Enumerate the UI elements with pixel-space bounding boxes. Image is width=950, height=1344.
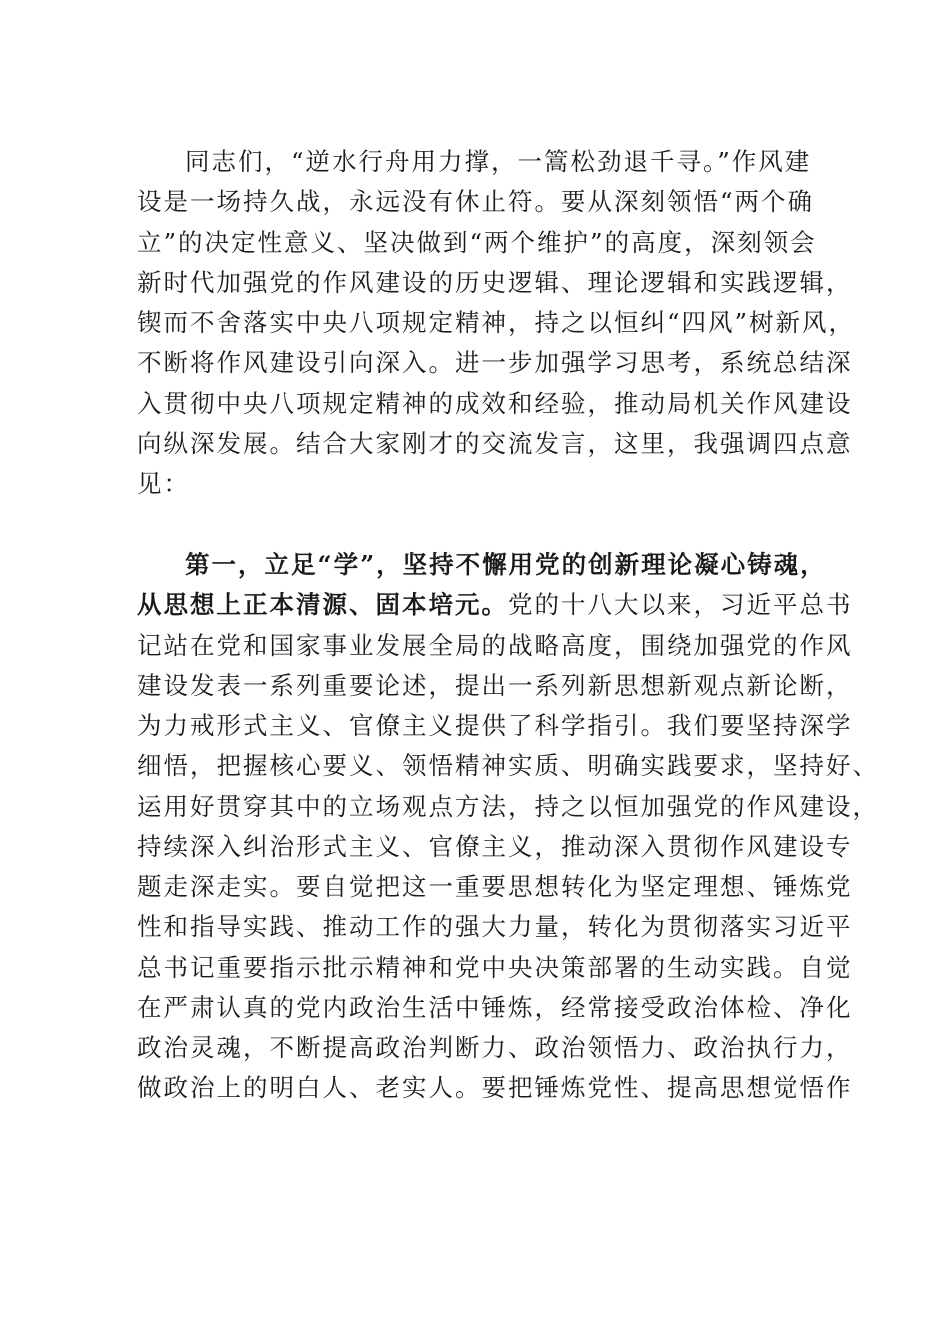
text-line: 做政治上的明白人、老实人。要把锤炼党性、提高思想觉悟作 [137, 1073, 853, 1103]
text-line: 同志们，“逆水行舟用力撑，一篙松劲退千寻。”作风建 [185, 147, 812, 176]
text-line: 不断将作风建设引向深入。进一步加强学习思考，系统总结深 [137, 348, 853, 378]
paragraph-point-one [137, 545, 879, 1109]
text-line: 题走深走实。要自觉把这一重要思想转化为坚定理想、锤炼党 [137, 872, 853, 901]
text-line [137, 585, 853, 625]
text-line: 见： [137, 469, 190, 498]
text-line: 持续深入纠治形式主义、官僚主义，推动深入贯彻作风建设专 [137, 831, 853, 861]
text-line-rest: 党的十八大以来，习近平总书 [508, 590, 853, 620]
text-line: 立”的决定性意义、坚决做到“两个维护”的高度，深刻领会 [137, 227, 817, 257]
text-line: 设是一场持久战，永远没有休止符。要从深刻领悟“两个确 [137, 187, 815, 217]
text-line: 建设发表一系列重要论述，提出一系列新思想新观点新论断， [137, 670, 853, 700]
text-line: 性和指导实践、推动工作的强大力量，转化为贯彻落实习近平 [137, 912, 853, 942]
text-line: 入贯彻中央八项规定精神的成效和经验，推动局机关作风建设 [137, 388, 853, 418]
point-one-heading-cont: 从思想上正本清源、固本培元。 [137, 590, 508, 620]
text-line: 在严肃认真的党内政治生活中锤炼，经常接受政治体检、净化 [137, 992, 853, 1022]
text-line: 运用好贯穿其中的立场观点方法，持之以恒加强党的作风建设， [137, 791, 879, 821]
text-line: 向纵深发展。结合大家刚才的交流发言，这里，我强调四点意 [137, 428, 853, 458]
text-line: 新时代加强党的作风建设的历史逻辑、理论逻辑和实践逻辑， [137, 267, 853, 297]
text-line: 记站在党和国家事业发展全局的战略高度，围绕加强党的作风 [137, 630, 853, 660]
point-one-heading: 第一，立足“学”，坚持不懈用党的创新理论凝心铸魂， [185, 550, 827, 579]
text-line: 细悟，把握核心要义、领悟精神实质、明确实践要求，坚持好、 [137, 751, 879, 781]
text-line: 为力戒形式主义、官僚主义提供了科学指引。我们要坚持深学 [137, 711, 853, 740]
text-line: 总书记重要指示批示精神和党中央决策部署的生动实践。自觉 [137, 952, 853, 982]
text-line: 锲而不舍落实中央八项规定精神，持之以恒纠“四风”树新风， [137, 308, 856, 337]
paragraph-intro [137, 142, 856, 504]
text-line: 政治灵魂，不断提高政治判断力、政治领悟力、政治执行力， [137, 1033, 853, 1062]
